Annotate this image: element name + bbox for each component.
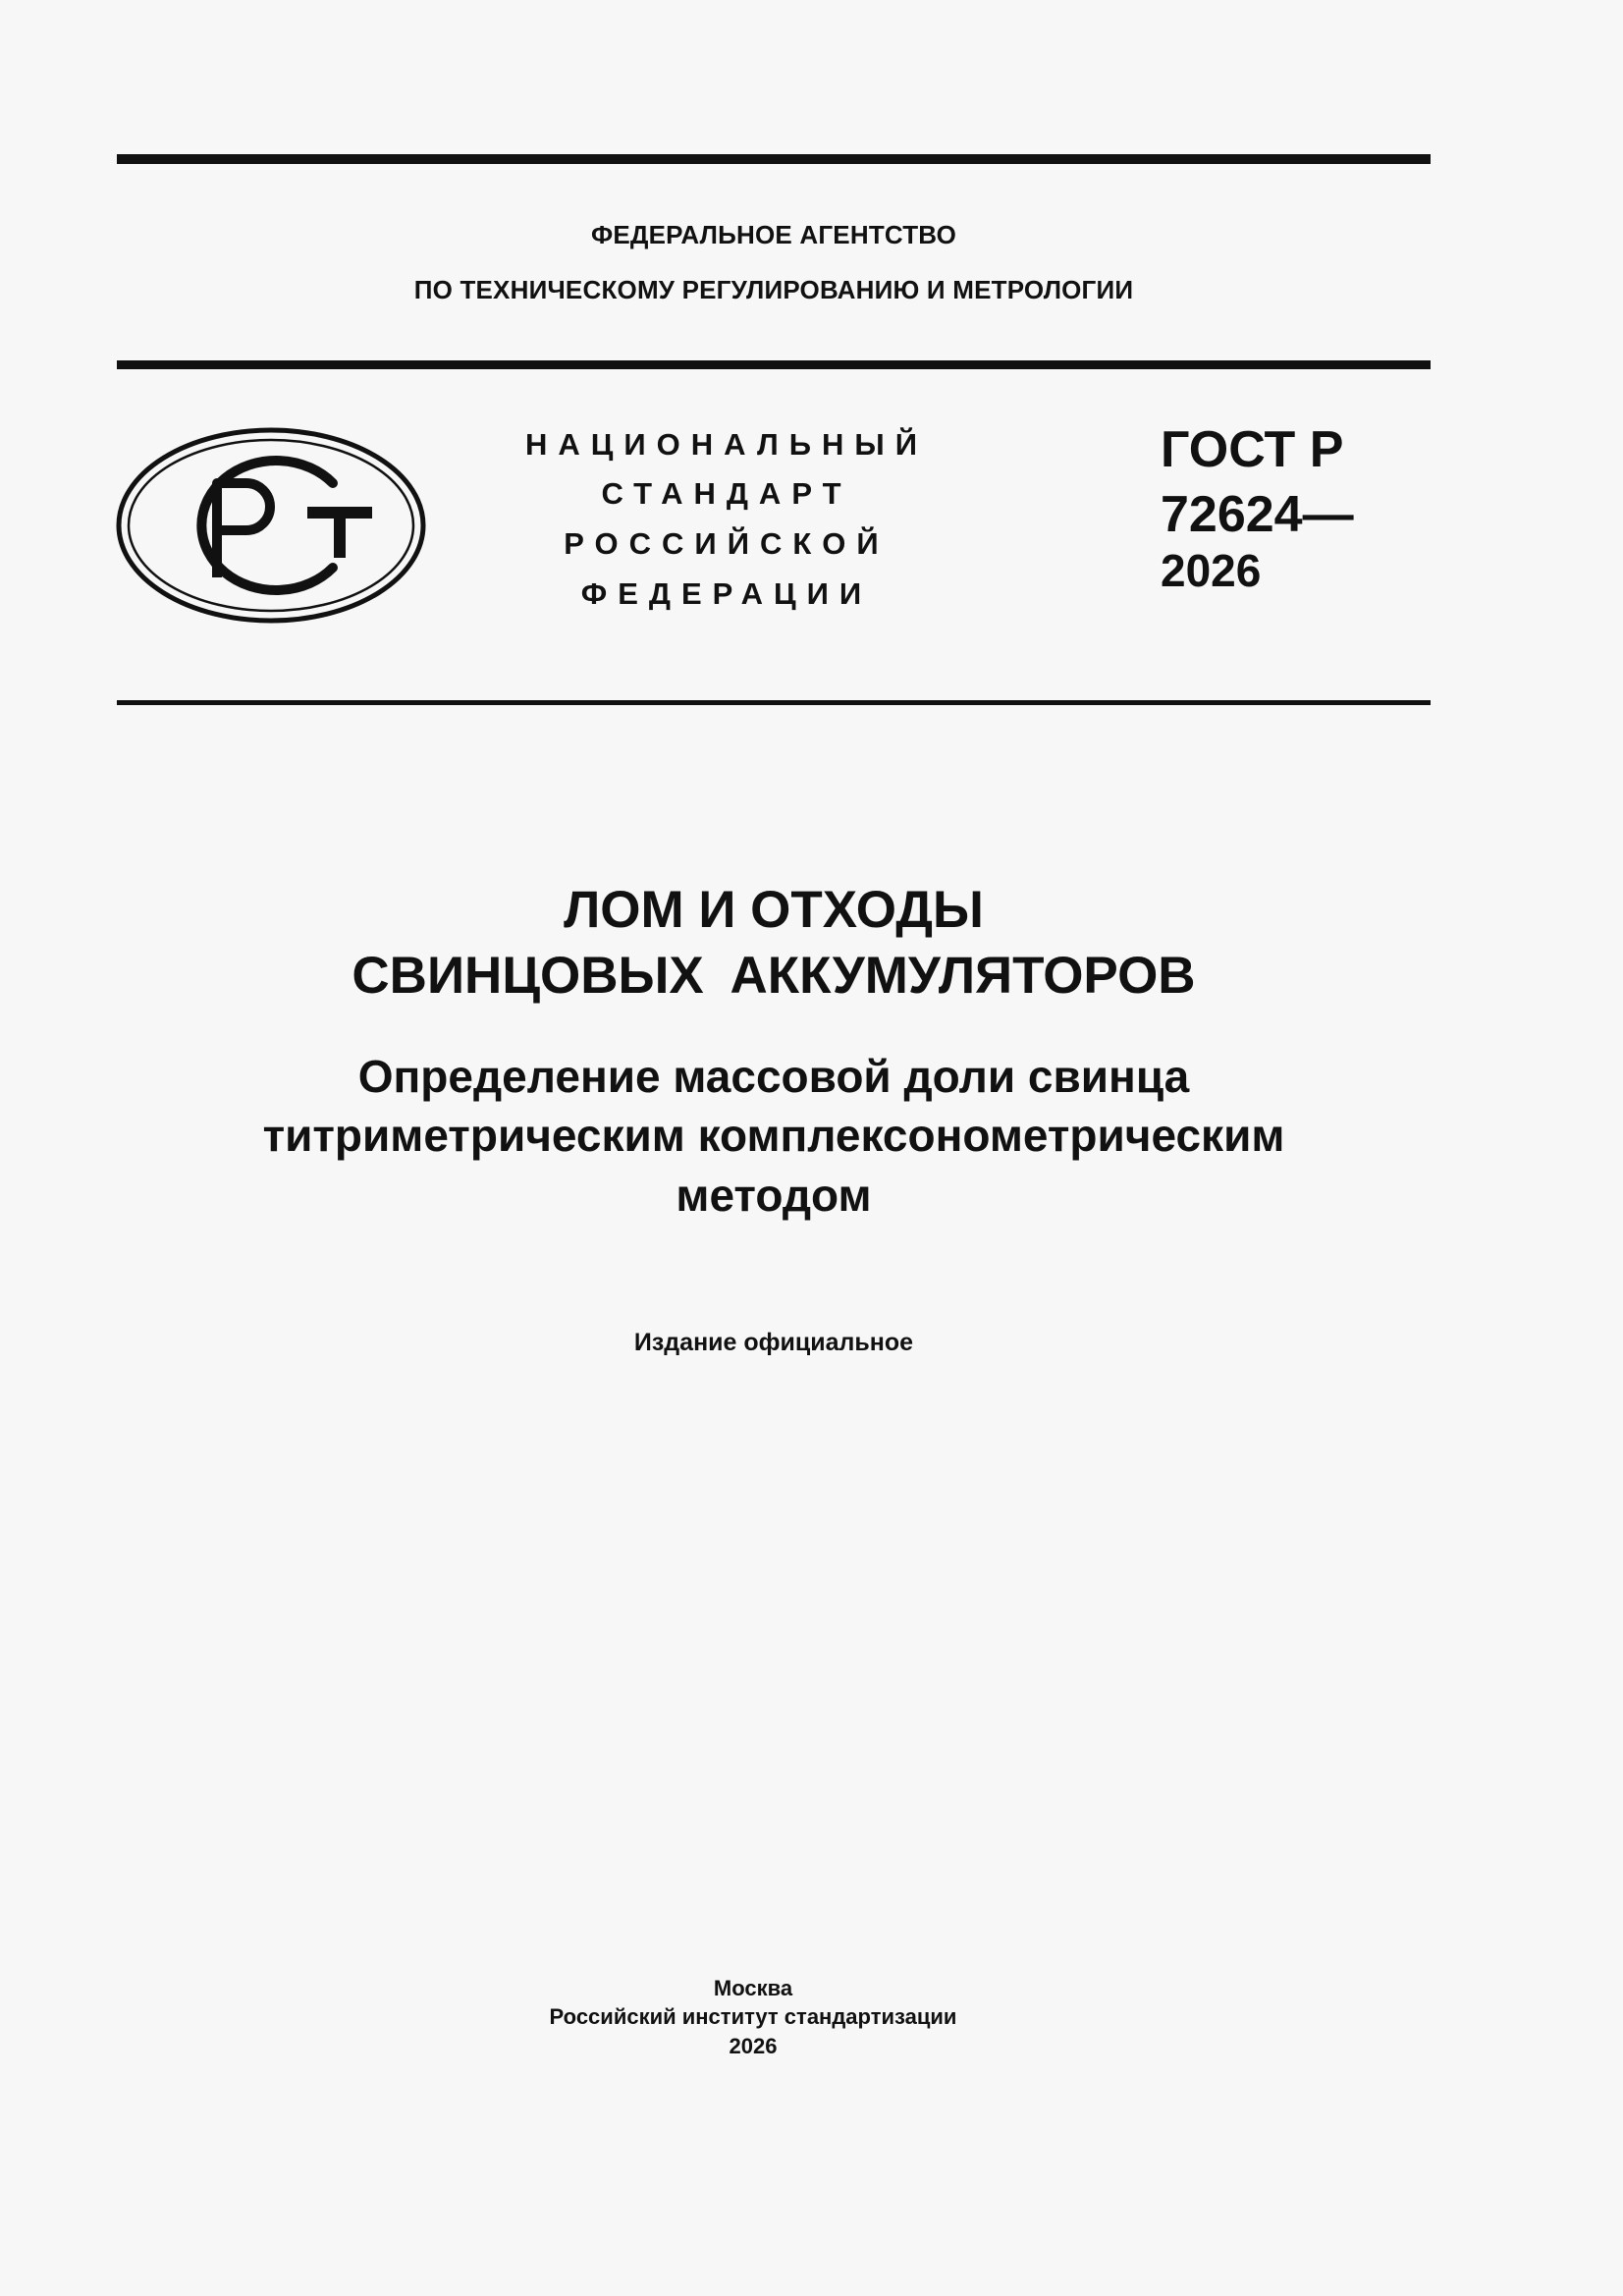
document-title-line-1: ЛОМ И ОТХОДЫ bbox=[564, 881, 984, 939]
national-standard-line-2: СТАНДАРТ bbox=[601, 476, 852, 511]
bottom-rule bbox=[117, 700, 1431, 705]
document-subtitle-line-3: методом bbox=[676, 1170, 872, 1221]
imprint-year: 2026 bbox=[729, 2034, 778, 2058]
imprint-publisher: Российский институт стандартизации bbox=[549, 2004, 957, 2029]
national-standard-line-4: ФЕДЕРАЦИИ bbox=[580, 576, 873, 611]
national-standard-line-3: РОССИЙСКОЙ bbox=[564, 526, 890, 561]
top-rule bbox=[117, 154, 1431, 164]
standard-designation-year: 2026 bbox=[1161, 545, 1262, 596]
document-subtitle-line-1: Определение массовой доли свинца bbox=[357, 1051, 1190, 1102]
document-title-line-2: СВИНЦОВЫХ АККУМУЛЯТОРОВ bbox=[352, 947, 1196, 1005]
edition-label: Издание официальное bbox=[633, 1329, 914, 1356]
imprint-city: Москва bbox=[713, 1976, 793, 2000]
standard-designation-title: ГОСТ Р bbox=[1161, 421, 1344, 478]
standard-designation-number: 72624— bbox=[1161, 486, 1354, 543]
middle-rule bbox=[117, 360, 1431, 369]
agency-line-2: ПО ТЕХНИЧЕСКОМУ РЕГУЛИРОВАНИЮ И МЕТРОЛОГИИ bbox=[413, 275, 1134, 304]
rst-certification-mark-icon bbox=[115, 426, 427, 625]
document-subtitle-line-2: титриметрическим комплексонометрическим bbox=[262, 1110, 1285, 1161]
agency-line-1: ФЕДЕРАЛЬНОЕ АГЕНТСТВО bbox=[590, 220, 957, 249]
national-standard-line-1: НАЦИОНАЛЬНЫЙ bbox=[524, 427, 929, 462]
